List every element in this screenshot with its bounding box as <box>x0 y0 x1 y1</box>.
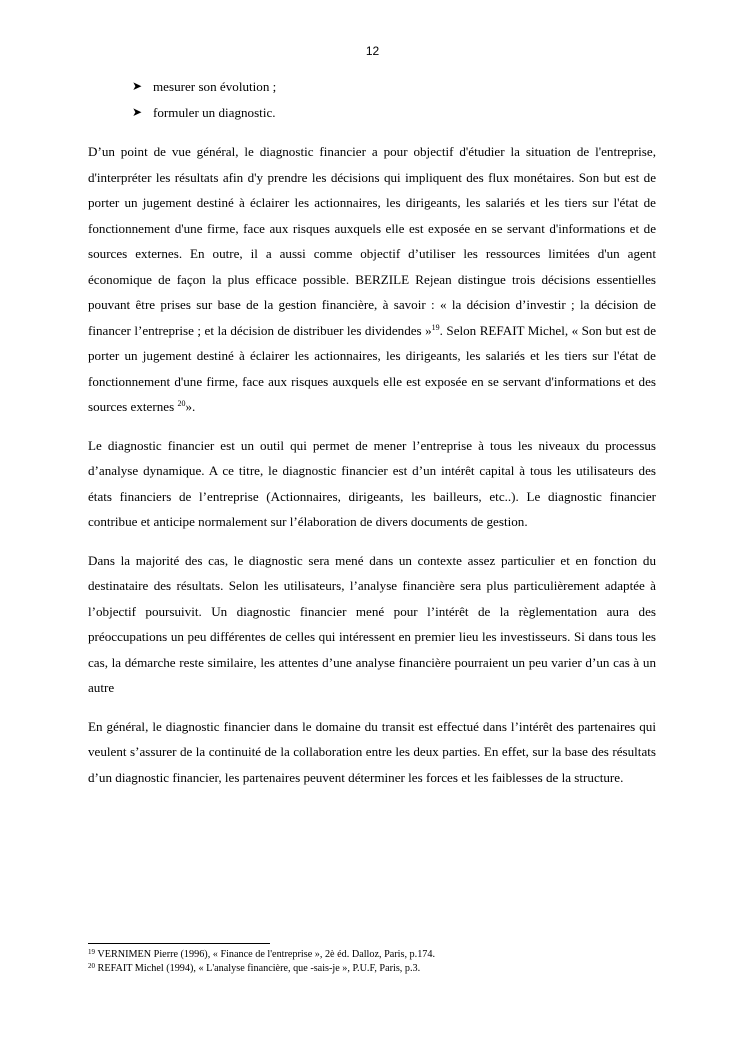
document-body <box>88 74 656 803</box>
footnotes <box>88 948 658 976</box>
paragraph-diagnostic-objective: D’un point de vue général, le diagnostic financier a pour objectif d'étudier la situation de l'entreprise, d'interpréter les résultats afin d'y prendre les décisions qui impliquent des flux monétaires. Son but est de porter un jugement destiné à éclairer les actionnaires, les dirigeants, les salariés et les tiers sur l'état de fonctionnement d'une firme, face aux risques auxquels elle est exposée en se servant d'informations et de sources externes. En outre, il a aussi comme objectif d’utiliser les ressources limitées d'un agent économique de façon la plus efficace possible. BERZILE Rejean distingue trois décisions essentielles pouvant être prises sur base de la gestion financière, à savoir : « la décision d’investir ; la décision de financer l’entreprise ; et la décision de distribuer les dividendes »$^{19}$. Selon REFAIT Michel, « Son but est de porter un jugement destiné à éclairer les actionnaires, les dirigeants, les salariés et les tiers sur l'état de fonctionnement d'une firme, face aux risques auxquels elle est exposée en se servant d'informations et des sources externes $^{20}$». <box>88 144 657 414</box>
list-item <box>132 74 656 100</box>
footnote-ref-19: 19 <box>431 322 440 332</box>
footnote-separator <box>88 943 270 944</box>
arrow-bullet-icon: ➤ <box>132 79 143 93</box>
paragraph-diagnostic-tool: Le diagnostic financier est un outil qui permet de mener l’entreprise à tous les niveaux du processus d’analyse dynamique. A ce titre, le diagnostic financier est d’un intérêt capital à tous les utilisateurs des états financiers de l’entreprise (Actionnaires, dirigeants, les bailleurs, etc..). Le diagnostic financier contribue et anticipe normalement sur l’élaboration de divers documents de gestion. <box>88 437 656 529</box>
paragraph-context: Dans la majorité des cas, le diagnostic sera mené dans un contexte assez particulier et en fonction du destinataire des résultats. Selon les utilisateurs, l’analyse financière sera plus particulièrement adaptée à l’objectif poursuivit. Un diagnostic financier mené pour l’intérêt de la règlementation aura des préoccupations un peu différentes de celles qui intéressent en premier lieu les investisseurs. Si dans tous les cas, la démarche reste similaire, les attentes d’une analyse financière pourraient un peu varier d’un cas à un autre <box>88 552 656 695</box>
paragraph-transit: En général, le diagnostic financier dans le domaine du transit est effectué dans l’intérêt des partenaires qui veulent s’assurer de la continuité de la collaboration entre les deux parties. En effet, sur la base des résultats d’un diagnostic financier, les partenaires peuvent déterminer les forces et les faiblesses de la structure. <box>88 718 656 785</box>
footnote-ref-20: 20 <box>177 399 186 408</box>
bullet-list <box>88 74 656 125</box>
list-item-text: formuler un diagnostic. <box>153 104 276 120</box>
page-number: 12 <box>365 44 380 58</box>
footnote-19: $^{19}$ VERNIMEN Pierre (1996), « Finance de l'entreprise », 2è éd. Dalloz, Paris, p.174. <box>88 948 436 960</box>
list-item-text: mesurer son évolution ; <box>153 79 277 94</box>
arrow-bullet-icon: ➤ <box>132 104 143 119</box>
footnote-20: $^{20}$ REFAIT Michel (1994), « L'analyse financière, que -sais-je », P.U.F, Paris, p.3. <box>88 962 421 974</box>
list-item <box>132 100 656 126</box>
